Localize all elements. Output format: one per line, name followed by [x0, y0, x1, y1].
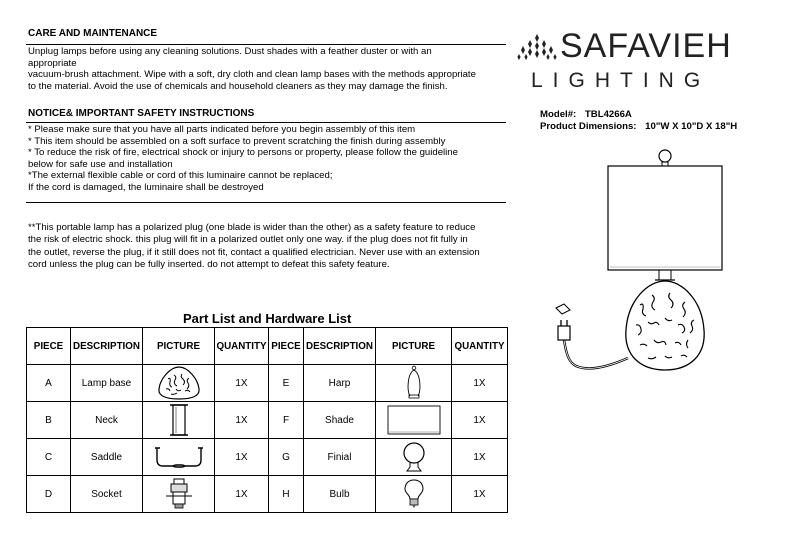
piece-cell: C — [27, 439, 71, 476]
quantity-cell: 1X — [215, 402, 269, 439]
care-line: to the material. Avoid the use of chemicals and household cleaners as they may damage the finish. — [28, 80, 448, 92]
plug-line: **This portable lamp has a polarized plug (one blade is wider than the other) as a safety feature to reduce — [28, 222, 476, 233]
picture-cell — [143, 476, 215, 513]
picture-cell — [143, 439, 215, 476]
safety-line: * Please make sure that you have all parts indicated before you begin assembly of this item — [28, 124, 416, 135]
header-cell: PIECE — [27, 328, 71, 365]
description-cell: Shade — [304, 402, 376, 439]
description-cell: Harp — [304, 365, 376, 402]
lamp-illustration — [540, 140, 740, 390]
safety-line: *The external flexible cable or cord of this luminaire cannot be replaced; — [28, 170, 333, 182]
table-header-row — [27, 328, 508, 365]
picture-cell — [143, 402, 215, 439]
table-row — [27, 476, 508, 513]
care-line: appropriate — [28, 57, 77, 69]
plug-line: the outlet, reverse the plug, if it still does not fit, contact a qualified electrician. Never use with an extension — [28, 246, 480, 258]
description-cell: Socket — [71, 476, 143, 513]
table-row — [27, 439, 508, 476]
piece-cell: D — [27, 476, 71, 513]
quantity-cell: 1X — [452, 439, 508, 476]
care-line: Unplug lamps before using any cleaning solutions. Dust shades with a feather duster or with an — [28, 46, 432, 57]
header-cell: PICTURE — [376, 328, 452, 365]
picture-cell — [376, 439, 452, 476]
description-cell: Lamp base — [71, 365, 143, 402]
care-line: vacuum-brush attachment. Wipe with a soft, dry cloth and clean lamp bases with the methods appropriate — [28, 69, 476, 81]
header-cell: QUANTITY — [452, 328, 508, 365]
bulb-icon — [403, 478, 425, 510]
brand-subtitle: LIGHTING — [531, 69, 711, 92]
piece-cell: E — [269, 365, 304, 402]
quantity-cell: 1X — [215, 439, 269, 476]
description-cell: Saddle — [71, 439, 143, 476]
table-row — [27, 365, 508, 402]
parts-title: Part List and Hardware List — [183, 311, 352, 326]
picture-cell — [376, 402, 452, 439]
divider — [26, 122, 506, 123]
neck-icon — [166, 403, 192, 437]
safety-line: below for safe use and installation — [28, 158, 173, 170]
dimensions-line — [540, 121, 737, 132]
safety-title: NOTICE& IMPORTANT SAFETY INSTRUCTIONS — [28, 108, 255, 119]
plug-line: the risk of electric shock. this plug will fit in a polarized outlet only one way. if the plug does not fit fully in — [28, 234, 468, 246]
quantity-cell: 1X — [452, 402, 508, 439]
picture-cell — [376, 365, 452, 402]
piece-cell: B — [27, 402, 71, 439]
safety-text — [28, 124, 458, 194]
socket-icon — [164, 478, 194, 510]
model-number: TBL4266A — [584, 109, 632, 120]
plug-notice — [28, 222, 480, 272]
dimensions-value: 10"W X 10"D X 18"H — [645, 121, 738, 132]
picture-cell — [143, 365, 215, 402]
quantity-cell: 1X — [452, 365, 508, 402]
safety-line: * To reduce the risk of fire, electrical shock or injury to persons or property, please follow the guideline — [28, 147, 458, 159]
lamp-base-icon — [156, 365, 202, 401]
shade-icon — [386, 404, 442, 436]
care-title: CARE AND MAINTENANCE — [28, 28, 158, 39]
piece-cell: H — [269, 476, 304, 513]
safety-line: If the cord is damaged, the luminaire shall be destroyed — [28, 181, 264, 193]
description-cell: Bulb — [304, 476, 376, 513]
harp-icon — [402, 365, 426, 401]
picture-cell — [376, 476, 452, 513]
header-cell: QUANTITY — [215, 328, 269, 365]
model-line — [540, 109, 632, 120]
quantity-cell: 1X — [215, 365, 269, 402]
plug-line: cord unless the plug can be fully inserted. do not attempt to defeat this safety feature. — [28, 259, 390, 271]
care-text — [28, 46, 476, 92]
header-cell: DESCRIPTION — [71, 328, 143, 365]
table-row — [27, 402, 508, 439]
parts-table — [26, 327, 508, 513]
divider — [26, 44, 506, 45]
piece-cell: F — [269, 402, 304, 439]
dimensions-label: Product Dimensions: — [540, 121, 637, 132]
safety-line: * This item should be assembled on a soft surface to prevent scratching the finish during assembly — [28, 135, 446, 147]
chandelier-logo-icon — [516, 32, 558, 64]
quantity-cell: 1X — [452, 476, 508, 513]
saddle-icon — [153, 442, 205, 472]
header-cell: PIECE — [269, 328, 304, 365]
divider — [26, 202, 506, 203]
brand-name: SAFAVIEH — [560, 27, 732, 65]
description-cell: Finial — [304, 439, 376, 476]
header-cell: PICTURE — [143, 328, 215, 365]
header-cell: DESCRIPTION — [304, 328, 376, 365]
model-label: Model#: — [540, 109, 577, 120]
quantity-cell: 1X — [215, 476, 269, 513]
piece-cell: A — [27, 365, 71, 402]
finial-icon — [401, 440, 427, 474]
piece-cell: G — [269, 439, 304, 476]
description-cell: Neck — [71, 402, 143, 439]
